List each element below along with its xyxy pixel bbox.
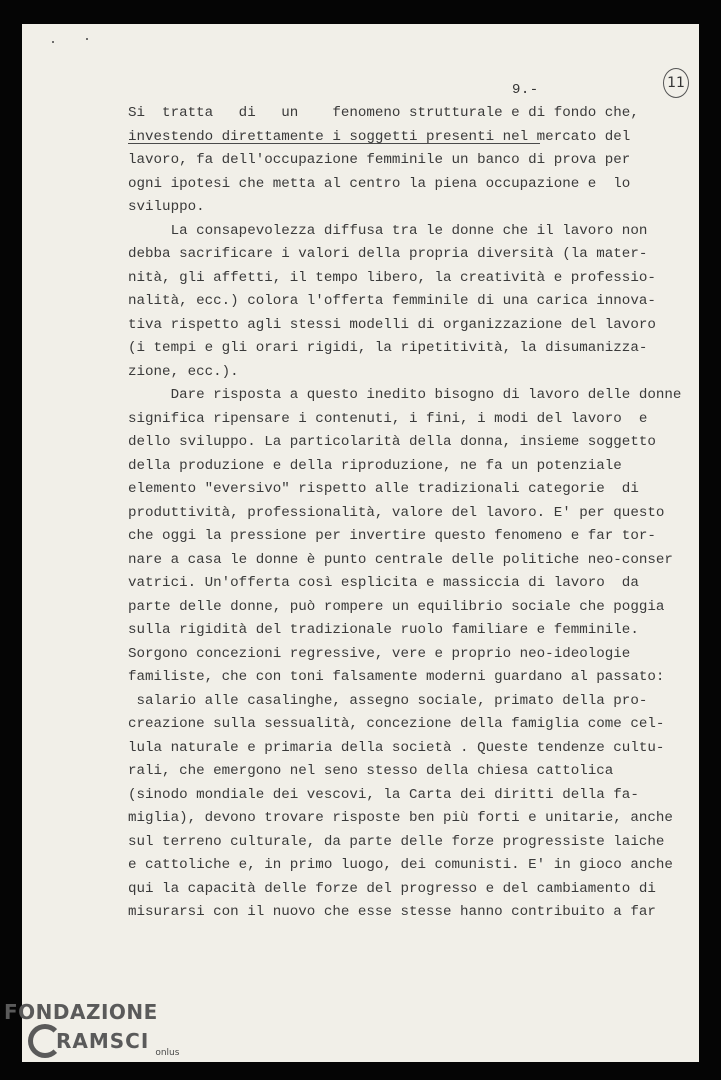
text-line: sulla rigidità del tradizionale ruolo familiare e femminile.	[128, 622, 639, 638]
text-line: misurarsi con il nuovo che esse stesse hanno contribuito a far	[128, 904, 656, 920]
fondazione-gramsci-logo	[4, 1002, 179, 1058]
document-page	[22, 24, 699, 1062]
text-line: rali, che emergono nel seno stesso della chiesa cattolica	[128, 763, 614, 779]
page-number: 9.-	[512, 82, 539, 98]
archive-page-mark: 11	[663, 68, 689, 98]
text-line: zione, ecc.).	[128, 363, 239, 380]
text-line: della produzione e della riproduzione, ne fa un potenziale	[128, 457, 622, 474]
text-line: nare a casa le donne è punto centrale delle politiche neo-conser	[128, 551, 673, 568]
text-line: familiste, che con toni falsamente moderni guardano al passato:	[128, 669, 665, 685]
text-line: parte delle donne, può rompere un equilibrio sociale che poggia	[128, 598, 665, 615]
text-line: nalità, ecc.) colora l'offerta femminile di una carica innova-	[128, 293, 656, 309]
text-line: investendo direttamente i soggetti presenti nel mercato del	[128, 128, 631, 145]
paper-mark	[86, 38, 88, 40]
paper-mark	[52, 41, 54, 43]
text-line: Sorgono concezioni regressive, vere e proprio neo-ideologie	[128, 645, 631, 662]
text-line: e cattoliche e, in primo luogo, dei comunisti. E' in gioco anche	[128, 857, 673, 873]
logo-line-2: RAMSCI	[56, 1029, 150, 1053]
text-line: elemento "eversivo" rispetto alle tradizionali categorie di	[128, 481, 639, 497]
text-line: Dare risposta a questo inedito bisogno di lavoro delle donne	[128, 387, 682, 403]
text-line: significa ripensare i contenuti, i fini, i modi del lavoro e	[128, 410, 648, 427]
text-line: salario alle casalinghe, assegno sociale, primato della pro-	[128, 692, 648, 709]
logo-line-1: FONDAZIONE	[4, 1000, 158, 1024]
logo-tag: onlus	[155, 1048, 180, 1058]
text-line: sviluppo.	[128, 199, 205, 215]
typed-body-text	[128, 102, 688, 925]
text-line: nità, gli affetti, il tempo libero, la creatività e professio-	[128, 269, 656, 286]
text-line: lula naturale e primaria della società . Queste tendenze cultu-	[128, 739, 665, 756]
text-line: La consapevolezza diffusa tra le donne che il lavoro non	[128, 222, 648, 239]
text-line: qui la capacità delle forze del progresso e del cambiamento di	[128, 880, 656, 897]
text-line: sul terreno culturale, da parte delle forze progressiste laiche	[128, 833, 665, 850]
text-line: dello sviluppo. La particolarità della donna, insieme soggetto	[128, 434, 656, 450]
text-line: (sinodo mondiale dei vescovi, la Carta dei diritti della fa-	[128, 786, 639, 803]
text-line: debba sacrificare i valori della propria diversità (la mater-	[128, 246, 648, 262]
text-line: produttività, professionalità, valore del lavoro. E' per questo	[128, 504, 665, 521]
text-line: lavoro, fa dell'occupazione femminile un banco di prova per	[128, 152, 631, 168]
text-line: miglia), devono trovare risposte ben più forti e unitarie, anche	[128, 810, 673, 826]
text-line: ogni ipotesi che metta al centro la piena occupazione e lo	[128, 175, 631, 192]
text-line: tiva rispetto agli stessi modelli di organizzazione del lavoro	[128, 316, 656, 333]
text-line: che oggi la pressione per invertire questo fenomeno e far tor-	[128, 528, 656, 544]
text-line: vatrici. Un'offerta così esplicita e massiccia di lavoro da	[128, 575, 639, 591]
text-line: (i tempi e gli orari rigidi, la ripetitività, la disumanizza-	[128, 340, 648, 356]
text-line: creazione sulla sessualità, concezione della famiglia come cel-	[128, 716, 665, 732]
text-line: Si tratta di un fenomeno strutturale e di fondo che,	[128, 105, 639, 121]
